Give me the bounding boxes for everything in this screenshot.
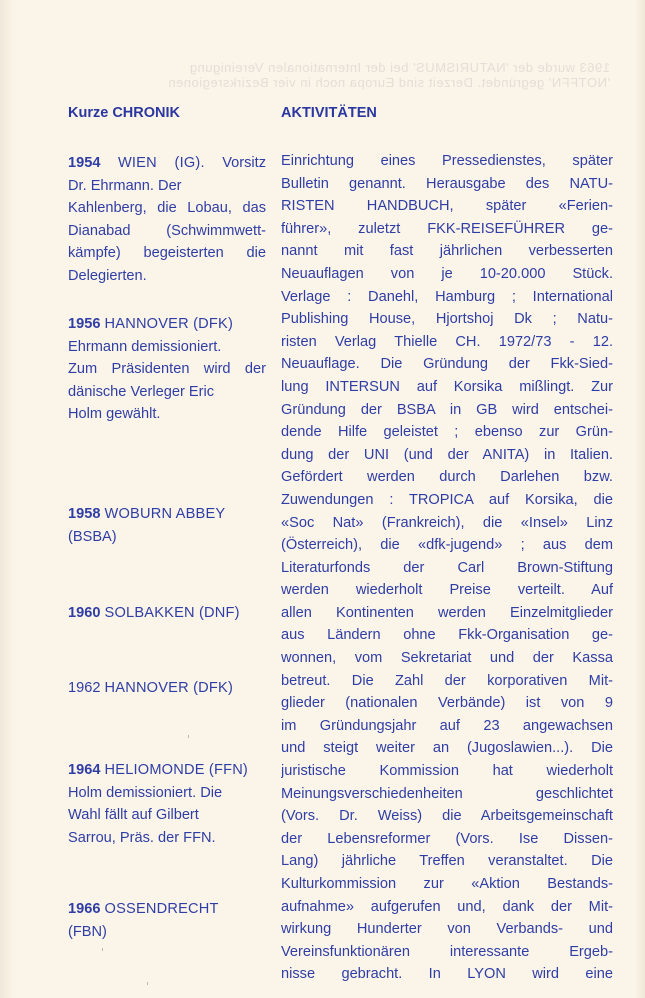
activities-line: Publishing House, Hjortshoj Dk ; Natu- [281,311,613,328]
activities-line: Bulletin genannt. Herausgabe des NATU- [281,175,613,192]
entry-line: Sarrou, Präs. der FFN. [68,829,216,846]
activities-line: Meinungsverschiedenheiten geschlichtet [281,785,613,802]
activities-line: wonnen, vom Sekretariat und der Kassa [281,650,613,667]
activities-line: führer», zuletzt FKK-REISEFÜHRER ge- [281,220,613,237]
activities-line: Neuauflage. Die Gründung der Fkk-Sied- [281,356,613,373]
entry-first-line [68,152,266,175]
entry-line: (FBN) [68,923,107,940]
entry-year: 1966 [68,901,101,917]
entry-line: Holm demissioniert. Die [68,784,223,801]
entry-year: 1962 [68,680,101,696]
entry-line: Ehrmann demissioniert. [68,338,222,355]
activities-line: betreut. Die Zahl der korporativen Mit- [281,672,613,689]
entry-line: Vorsitz [222,155,266,171]
entry-line: Dr. Ehrmann. Der [68,177,182,194]
chronicle-entry-1956 [68,313,266,426]
activities-line: aus Ländern ohne Fkk-Organisation ge- [281,627,613,644]
activities-line: juristische Kommission hat wiederholt [281,763,613,780]
activities-line: RISTEN HANDBUCH, später «Ferien- [281,198,613,215]
entry-first-line [68,313,266,336]
activities-line: risten Verlag Thielle CH. 1972/73 - 12. [281,333,613,350]
activities-line: wirkung Hunderter von Verbands- und [281,921,613,938]
entry-place: OSSENDRECHT [104,901,219,917]
chronicle-entry-1966 [68,898,266,943]
activities-line: Literaturfonds der Carl Brown-Stiftung [281,559,613,576]
chronicle-entry-1964 [68,759,266,849]
chronicle-column [68,103,266,940]
entry-place: HANNOVER (DFK) [104,316,234,332]
entry-year: 1964 [68,762,101,778]
chronicle-entry-1958 [68,503,266,548]
activities-line: dung der UNI (und der ANITA) in Italien. [281,446,613,463]
entry-place: HELIOMONDE (FFN) [104,762,248,778]
entry-first-line [68,759,266,782]
entry-place: WIEN (IG). [117,155,205,171]
chronicle-heading: Kurze CHRONIK [68,105,180,121]
entry-line: kämpfe) begeisterten die [68,245,266,262]
activities-line: Zuwendungen : TROPICA auf Korsika, die [281,491,613,508]
entry-line: Delegierten. [68,267,147,284]
entry-first-line [68,898,266,921]
entry-year: 1958 [68,506,101,522]
entry-place: WOBURN ABBEY [104,506,226,522]
entry-line: Zum Präsidenten wird der [68,361,266,378]
activities-line: und steigt weiter an (Jugoslawien...). Die [281,740,613,757]
activities-line: Einrichtung eines Pressedienstes, später [281,153,613,169]
activities-line: allen Kontinenten werden Einzelmitglieder [281,604,613,621]
activities-line: aufnahme» aufgerufen und, dank der Mit- [281,898,613,915]
activities-line: glieder (nationalen Verbände) ist von 9 [281,695,613,712]
chronicle-entry-1954 [68,152,266,288]
activities-line: Lang) jährliche Treffen veranstaltet. Die [281,853,613,870]
entry-place: SOLBAKKEN (DNF) [104,605,240,621]
activities-line: nisse gebracht. In LYON wird eine [281,966,613,983]
activities-line: Kulturkommission zur «Aktion Bestands- [281,876,613,892]
activities-line: «Soc Nat» (Frankreich), die «Insel» Linz [281,514,613,531]
entry-year: 1954 [68,155,101,171]
entry-place: HANNOVER (DFK) [104,680,234,696]
activities-line: (Österreich), die «dfk-jugend» ; aus dem [281,537,613,554]
activities-line: Gefördert werden durch Darlehen bzw. [281,469,613,486]
activities-line: der Lebensreformer (Vors. Ise Dissen- [281,830,613,847]
activities-line: dende Hilfe geleistet ; ebenso zur Grün- [281,424,613,441]
activities-line: Gründung der BSBA in GB wird entschei- [281,401,613,418]
scan-speck [147,982,148,985]
entry-line: Dianabad (Schwimmwett- [68,222,266,239]
entry-line: dänische Verleger Eric [68,383,215,400]
bleed-through-text [62,60,610,90]
entry-line: Wahl fällt auf Gilbert [68,807,199,824]
activities-line: lung INTERSUN auf Korsika mißlingt. Zur [281,378,613,395]
activities-body-text [281,150,613,986]
bleed-line: 'NOTFFN' gegründet. Derzeit sind Europa noch in vier Bezirksregionen [167,75,610,90]
bleed-line: 1963 wurde der 'NATURISMUS' bei der Internationalen Vereinigung [189,60,610,75]
scan-speck [188,735,189,738]
chronicle-entry-1960 [68,602,266,625]
entry-line: Kahlenberg, die Lobau, das [68,200,266,217]
entry-year: 1960 [68,605,101,621]
chronicle-entry-1962 [68,677,266,700]
activities-column [281,103,613,983]
activities-line: nannt mit fast jährlichen verbesserten [281,243,613,260]
activities-line: Neuauflagen von je 10-20.000 Stück. [281,265,613,282]
entry-first-line [68,602,266,625]
scan-speck [102,948,103,951]
activities-line: werden wiederholt Preise verteilt. Auf [281,582,613,599]
activities-line: (Vors. Dr. Weiss) die Arbeitsgemeinschaft [281,808,613,825]
activities-line: Verlage : Danehl, Hamburg ; International [281,288,613,305]
entry-first-line [68,503,266,526]
entry-first-line [68,677,266,700]
entry-year: 1956 [68,316,101,332]
entry-line: Holm gewählt. [68,406,161,423]
activities-line: Vereinsfunktionären interessante Ergeb- [281,943,613,960]
activities-heading: AKTIVITÄTEN [281,105,377,121]
activities-line: im Gründungsjahr auf 23 angewachsen [281,717,613,734]
entry-line: (BSBA) [68,528,117,545]
